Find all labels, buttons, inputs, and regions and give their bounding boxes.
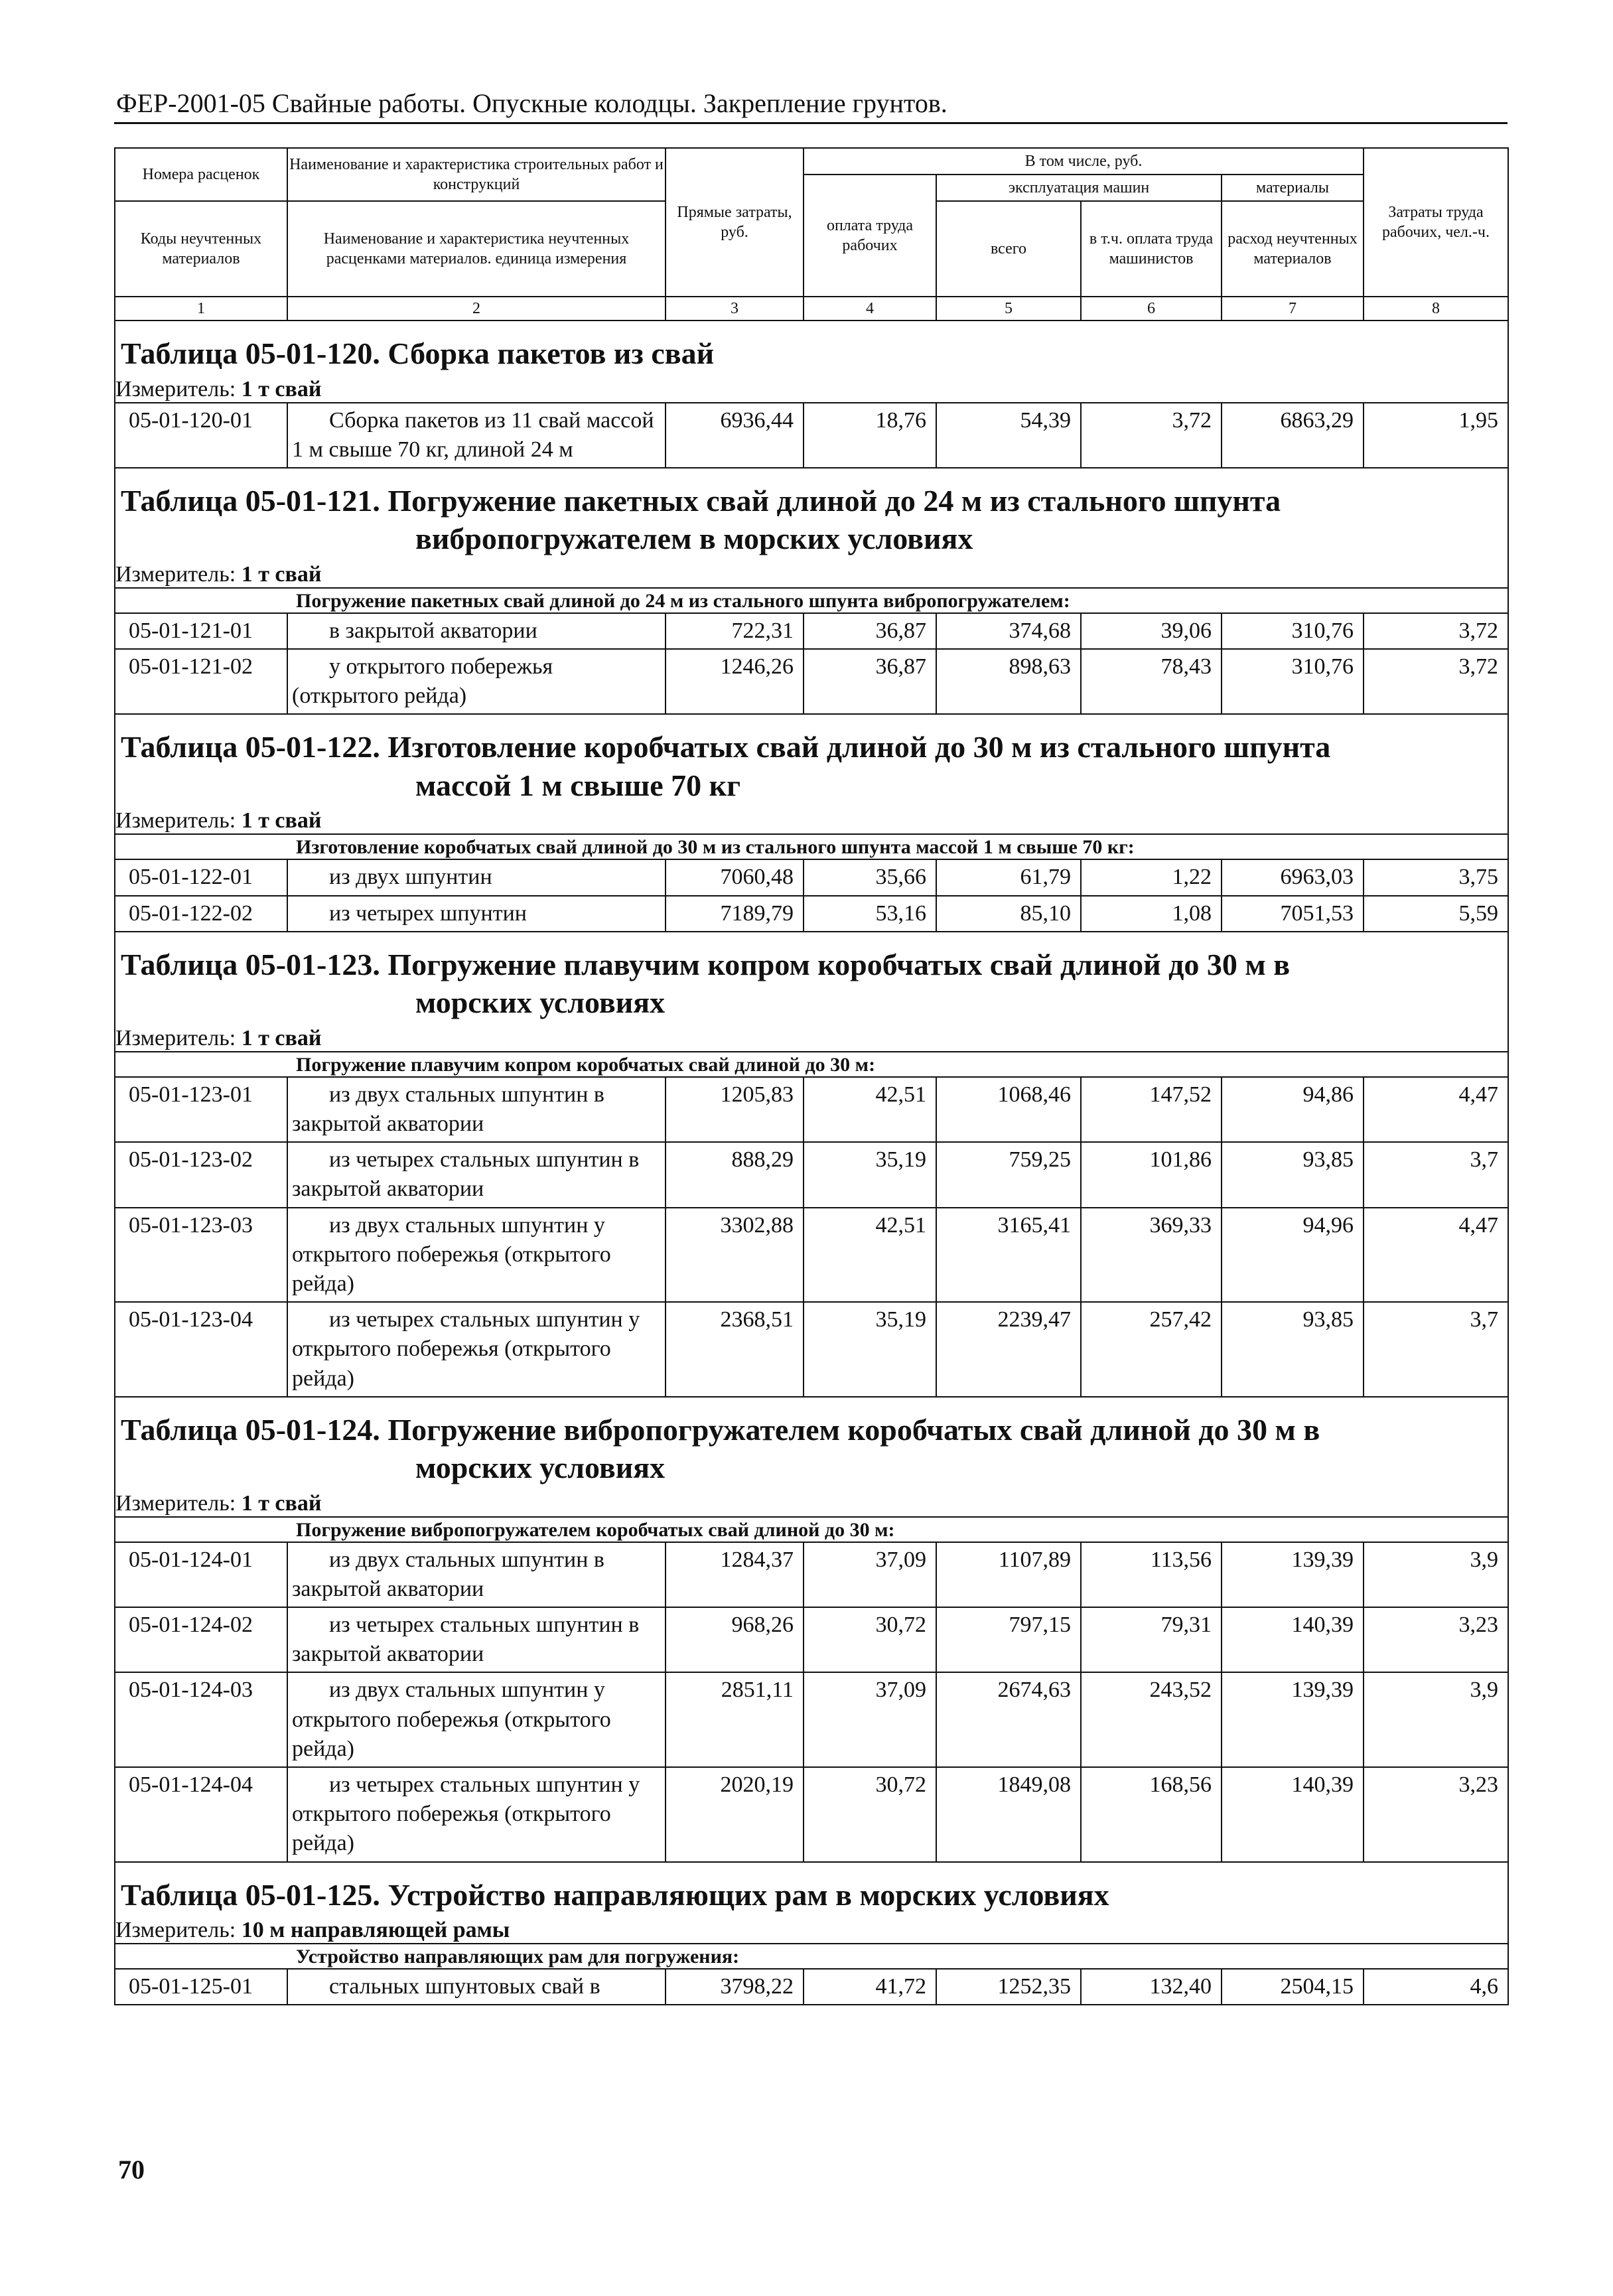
measurement-value: 10 м направляющей рамы <box>241 1918 510 1943</box>
work-description-continuation: закрытой акватории <box>292 1576 484 1601</box>
materials-cost: 310,76 <box>1222 649 1364 714</box>
materials-cost: 139,39 <box>1222 1542 1364 1607</box>
col-header-works: Наименование и характеристика строительных работ и конструкций <box>287 148 666 201</box>
measurement-value: 1 т свай <box>241 808 322 833</box>
materials-cost: 310,76 <box>1222 613 1364 649</box>
materials-cost: 140,39 <box>1222 1767 1364 1862</box>
work-description <box>287 1302 666 1397</box>
work-description-first-line: из двух стальных шпунтин в <box>329 1082 604 1107</box>
rate-code: 05-01-123-02 <box>115 1142 287 1207</box>
group-heading: Изготовление коробчатых свай длиной до 30 м из стального шпунта массой 1 м свыше 70 кг: <box>115 834 1508 859</box>
materials-cost: 7051,53 <box>1222 896 1364 932</box>
measurement-label: Измеритель: <box>115 808 236 833</box>
driver-pay: 132,40 <box>1081 1969 1222 2005</box>
section-title-line: Таблица 05-01-125. Устройство направляющих рам в морских условиях <box>121 1877 1109 1912</box>
section-title <box>115 1397 1508 1491</box>
measurement-unit <box>115 808 1508 834</box>
machine-cost: 759,25 <box>936 1142 1081 1207</box>
work-description-continuation: 1 м свыше 70 кг, длиной 24 м <box>292 437 573 462</box>
work-description-first-line: из четырех стальных шпунтин <box>329 1147 623 1173</box>
col-header-materials: материалы <box>1222 175 1364 201</box>
col-header-unaccounted-materials: Наименование и характеристика неучтенных расценками материалов. единица измерения <box>287 201 666 297</box>
driver-pay: 3,72 <box>1081 403 1222 468</box>
section-title <box>115 321 1508 377</box>
table-row <box>115 1969 1508 2005</box>
machine-cost: 797,15 <box>936 1607 1081 1672</box>
work-description-first-line: из четырех стальных шпунтин <box>329 1613 623 1638</box>
direct-costs: 2020,19 <box>666 1767 804 1862</box>
direct-costs: 2851,11 <box>666 1672 804 1767</box>
labor-hours: 1,95 <box>1364 403 1508 468</box>
labor-hours: 4,47 <box>1364 1208 1508 1303</box>
machine-cost: 3165,41 <box>936 1208 1081 1303</box>
work-description <box>287 859 666 895</box>
section-title-line: морских условиях <box>415 985 666 1020</box>
work-description-first-line: Сборка пакетов из 11 свай массой <box>329 407 654 433</box>
rate-code: 05-01-122-01 <box>115 859 287 895</box>
col-header-material-use: расход неучтенных материалов <box>1222 201 1364 297</box>
materials-cost: 6963,03 <box>1222 859 1364 895</box>
section-title-line: Таблица 05-01-123. Погружение плавучим копром коробчатых свай длиной до 30 м в <box>121 947 1291 981</box>
labor-hours: 3,9 <box>1364 1672 1508 1767</box>
work-description <box>287 1969 666 2005</box>
col-header-numbers: Номера расценок <box>115 148 287 201</box>
driver-pay: 101,86 <box>1081 1142 1222 1207</box>
driver-pay: 257,42 <box>1081 1302 1222 1397</box>
table-row <box>115 613 1508 649</box>
col-number: 8 <box>1364 297 1508 321</box>
table-row <box>115 896 1508 932</box>
table-row <box>115 1767 1508 1862</box>
work-description-first-line: из двух стальных шпунтин у <box>329 1678 605 1703</box>
machine-cost: 1849,08 <box>936 1767 1081 1862</box>
group-heading: Погружение вибропогружателем коробчатых свай длиной до 30 м: <box>115 1517 1508 1542</box>
table-row <box>115 649 1508 714</box>
worker-pay: 37,09 <box>804 1542 936 1607</box>
materials-cost: 6863,29 <box>1222 403 1364 468</box>
work-description-first-line: из четырех стальных шпунтин <box>329 1772 623 1797</box>
work-description <box>287 1607 666 1672</box>
machine-cost: 898,63 <box>936 649 1081 714</box>
materials-cost: 94,96 <box>1222 1208 1364 1303</box>
direct-costs: 3798,22 <box>666 1969 804 2005</box>
direct-costs: 7189,79 <box>666 896 804 932</box>
worker-pay: 53,16 <box>804 896 936 932</box>
driver-pay: 147,52 <box>1081 1077 1222 1142</box>
measurement-label: Измеритель: <box>115 1918 236 1943</box>
col-number: 1 <box>115 297 287 321</box>
direct-costs: 1205,83 <box>666 1077 804 1142</box>
machine-cost: 54,39 <box>936 403 1081 468</box>
labor-hours: 4,47 <box>1364 1077 1508 1142</box>
col-header-machines-total: всего <box>936 201 1081 297</box>
direct-costs: 1246,26 <box>666 649 804 714</box>
rate-code: 05-01-124-02 <box>115 1607 287 1672</box>
work-description <box>287 1542 666 1607</box>
worker-pay: 30,72 <box>804 1767 936 1862</box>
page-number: 70 <box>118 2155 145 2185</box>
section-title-line: Таблица 05-01-122. Изготовление коробчатых свай длиной до 30 м из стального шпунта <box>121 730 1331 764</box>
work-description <box>287 649 666 714</box>
rate-code: 05-01-120-01 <box>115 403 287 468</box>
work-description-continuation: у открытого побережья (открытого рейда) <box>292 1307 640 1391</box>
section-title-line: Таблица 05-01-124. Погружение вибропогружателем коробчатых свай длиной до 30 м в <box>121 1412 1320 1447</box>
driver-pay: 1,08 <box>1081 896 1222 932</box>
rate-code: 05-01-122-02 <box>115 896 287 932</box>
work-description <box>287 403 666 468</box>
measurement-unit <box>115 562 1508 588</box>
measurement-unit <box>115 1918 1508 1944</box>
direct-costs: 888,29 <box>666 1142 804 1207</box>
group-heading: Устройство направляющих рам для погружения: <box>115 1944 1508 1969</box>
measurement-label: Измеритель: <box>115 376 236 401</box>
rate-code: 05-01-123-03 <box>115 1208 287 1303</box>
measurement-value: 1 т свай <box>241 1490 322 1516</box>
direct-costs: 722,31 <box>666 613 804 649</box>
section-title-line: массой 1 м свыше 70 кг <box>415 768 741 802</box>
machine-cost: 374,68 <box>936 613 1081 649</box>
labor-hours: 4,6 <box>1364 1969 1508 2005</box>
labor-hours: 3,7 <box>1364 1142 1508 1207</box>
table-row <box>115 1607 1508 1672</box>
rates-table <box>114 147 1509 2005</box>
section-title <box>115 932 1508 1026</box>
driver-pay: 168,56 <box>1081 1767 1222 1862</box>
measurement-label: Измеритель: <box>115 561 236 587</box>
machine-cost: 2239,47 <box>936 1302 1081 1397</box>
col-header-worker-pay: оплата труда рабочих <box>804 175 936 297</box>
rate-code: 05-01-121-01 <box>115 613 287 649</box>
machine-cost: 85,10 <box>936 896 1081 932</box>
driver-pay: 243,52 <box>1081 1672 1222 1767</box>
worker-pay: 30,72 <box>804 1607 936 1672</box>
section-title-line: Таблица 05-01-120. Сборка пакетов из свай <box>121 336 715 370</box>
materials-cost: 94,86 <box>1222 1077 1364 1142</box>
table-row <box>115 1542 1508 1607</box>
machine-cost: 1107,89 <box>936 1542 1081 1607</box>
driver-pay: 113,56 <box>1081 1542 1222 1607</box>
work-description-first-line: из двух шпунтин <box>329 865 492 890</box>
table-row <box>115 859 1508 895</box>
labor-hours: 3,23 <box>1364 1767 1508 1862</box>
measurement-value: 1 т свай <box>241 1025 322 1050</box>
labor-hours: 3,7 <box>1364 1302 1508 1397</box>
work-description <box>287 1208 666 1303</box>
work-description-first-line: из двух стальных шпунтин у <box>329 1212 605 1238</box>
work-description <box>287 1142 666 1207</box>
rate-code: 05-01-124-03 <box>115 1672 287 1767</box>
col-number: 5 <box>936 297 1081 321</box>
work-description-continuation: (открытого рейда) <box>292 683 467 709</box>
work-description-continuation: открытого побережья (открытого рейда) <box>292 1707 611 1761</box>
work-description-first-line: в закрытой акватории <box>329 618 537 643</box>
work-description-first-line: стальных шпунтовых свай в <box>329 1974 600 1999</box>
work-description <box>287 896 666 932</box>
table-row <box>115 1077 1508 1142</box>
col-header-machines: эксплуатация машин <box>936 175 1222 201</box>
running-title: ФЕР-2001-05 Свайные работы. Опускные колодцы. Закрепление грунтов. <box>116 88 947 118</box>
measurement-unit <box>115 1026 1508 1052</box>
section-title <box>115 714 1508 808</box>
rate-code: 05-01-124-04 <box>115 1767 287 1862</box>
direct-costs: 2368,51 <box>666 1302 804 1397</box>
rate-code: 05-01-123-01 <box>115 1077 287 1142</box>
col-number: 3 <box>666 297 804 321</box>
group-heading: Погружение пакетных свай длиной до 24 м из стального шпунта вибропогружателем: <box>115 588 1508 613</box>
table-row <box>115 1208 1508 1303</box>
driver-pay: 79,31 <box>1081 1607 1222 1672</box>
labor-hours: 5,59 <box>1364 896 1508 932</box>
work-description <box>287 1767 666 1862</box>
col-header-labor-hours: Затраты труда рабочих, чел.-ч. <box>1364 148 1508 297</box>
title-rule <box>114 122 1508 124</box>
worker-pay: 41,72 <box>804 1969 936 2005</box>
labor-hours: 3,75 <box>1364 859 1508 895</box>
worker-pay: 36,87 <box>804 613 936 649</box>
col-header-driver-pay: в т.ч. оплата труда машинистов <box>1081 201 1222 297</box>
rate-code: 05-01-123-04 <box>115 1302 287 1397</box>
section-title <box>115 1862 1508 1918</box>
worker-pay: 18,76 <box>804 403 936 468</box>
worker-pay: 35,19 <box>804 1302 936 1397</box>
driver-pay: 39,06 <box>1081 613 1222 649</box>
work-description <box>287 613 666 649</box>
driver-pay: 78,43 <box>1081 649 1222 714</box>
table-row <box>115 1302 1508 1397</box>
col-header-unaccounted-codes: Коды неучтенных материалов <box>115 201 287 297</box>
table-row <box>115 403 1508 468</box>
labor-hours: 3,9 <box>1364 1542 1508 1607</box>
group-heading: Погружение плавучим копром коробчатых свай длиной до 30 м: <box>115 1052 1508 1077</box>
materials-cost: 140,39 <box>1222 1607 1364 1672</box>
worker-pay: 35,19 <box>804 1142 936 1207</box>
col-number: 4 <box>804 297 936 321</box>
measurement-unit <box>115 1491 1508 1517</box>
machine-cost: 1068,46 <box>936 1077 1081 1142</box>
work-description-continuation: в закрытой акватории <box>292 1147 640 1202</box>
worker-pay: 37,09 <box>804 1672 936 1767</box>
labor-hours: 3,72 <box>1364 649 1508 714</box>
driver-pay: 1,22 <box>1081 859 1222 895</box>
labor-hours: 3,23 <box>1364 1607 1508 1672</box>
materials-cost: 93,85 <box>1222 1142 1364 1207</box>
direct-costs: 6936,44 <box>666 403 804 468</box>
worker-pay: 36,87 <box>804 649 936 714</box>
work-description-first-line: из двух стальных шпунтин в <box>329 1547 604 1572</box>
measurement-unit <box>115 377 1508 403</box>
rate-code: 05-01-124-01 <box>115 1542 287 1607</box>
work-description <box>287 1077 666 1142</box>
col-number: 7 <box>1222 297 1364 321</box>
direct-costs: 3302,88 <box>666 1208 804 1303</box>
measurement-label: Измеритель: <box>115 1490 236 1516</box>
col-header-including: В том числе, руб. <box>804 148 1364 175</box>
work-description-first-line: из четырех шпунтин <box>329 900 527 926</box>
machine-cost: 2674,63 <box>936 1672 1081 1767</box>
col-header-direct-costs: Прямые затраты, руб. <box>666 148 804 297</box>
work-description-continuation: открытого побережья (открытого рейда) <box>292 1242 611 1296</box>
section-title-line: Таблица 05-01-121. Погружение пакетных свай длиной до 24 м из стального шпунта <box>121 483 1281 518</box>
direct-costs: 968,26 <box>666 1607 804 1672</box>
col-number: 6 <box>1081 297 1222 321</box>
rate-code: 05-01-125-01 <box>115 1969 287 2005</box>
worker-pay: 42,51 <box>804 1077 936 1142</box>
measurement-value: 1 т свай <box>241 561 322 587</box>
driver-pay: 369,33 <box>1081 1208 1222 1303</box>
worker-pay: 42,51 <box>804 1208 936 1303</box>
measurement-value: 1 т свай <box>241 376 322 401</box>
work-description <box>287 1672 666 1767</box>
machine-cost: 1252,35 <box>936 1969 1081 2005</box>
work-description-continuation: в закрытой акватории <box>292 1613 640 1667</box>
table-row <box>115 1142 1508 1207</box>
section-title-line: вибропогружателем в морских условиях <box>415 522 973 556</box>
work-description-first-line: из четырех стальных шпунтин <box>329 1307 623 1332</box>
table-row <box>115 1672 1508 1767</box>
col-number: 2 <box>287 297 666 321</box>
materials-cost: 139,39 <box>1222 1672 1364 1767</box>
rate-code: 05-01-121-02 <box>115 649 287 714</box>
measurement-label: Измеритель: <box>115 1025 236 1050</box>
labor-hours: 3,72 <box>1364 613 1508 649</box>
materials-cost: 93,85 <box>1222 1302 1364 1397</box>
direct-costs: 1284,37 <box>666 1542 804 1607</box>
direct-costs: 7060,48 <box>666 859 804 895</box>
work-description-continuation: у открытого побережья (открытого рейда) <box>292 1772 640 1856</box>
worker-pay: 35,66 <box>804 859 936 895</box>
machine-cost: 61,79 <box>936 859 1081 895</box>
materials-cost: 2504,15 <box>1222 1969 1364 2005</box>
work-description-first-line: у открытого побережья <box>329 654 553 680</box>
section-title-line: морских условиях <box>415 1451 666 1485</box>
section-title <box>115 468 1508 562</box>
work-description-continuation: закрытой акватории <box>292 1112 484 1136</box>
